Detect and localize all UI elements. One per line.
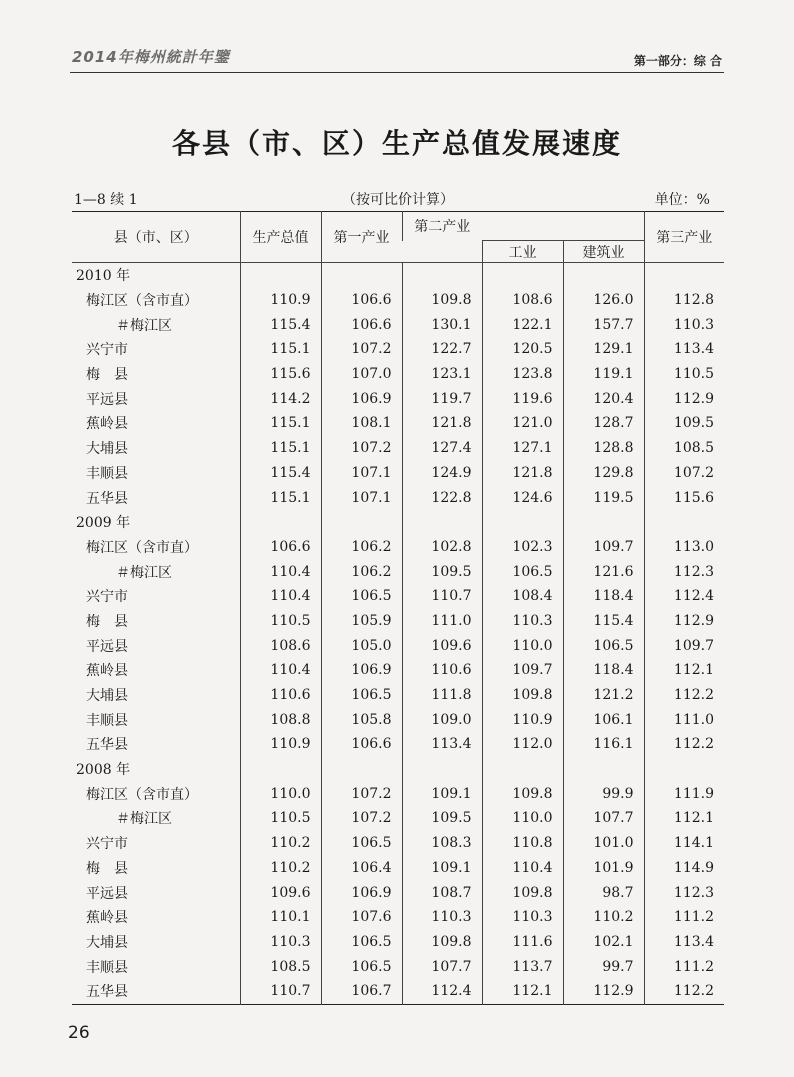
value-cell: 106.9 [321, 880, 402, 905]
value-cell: 115.1 [240, 485, 321, 510]
value-cell: 129.1 [563, 337, 644, 362]
value-cell: 106.6 [321, 312, 402, 337]
value-cell: 106.1 [563, 707, 644, 732]
value-cell: 108.8 [240, 707, 321, 732]
value-cell: 114.1 [644, 831, 724, 856]
growth-table [72, 211, 724, 1005]
value-cell: 112.4 [644, 584, 724, 609]
county-name: 大埔县 [86, 934, 128, 951]
value-cell: 115.4 [240, 461, 321, 486]
value-cell: 119.5 [563, 485, 644, 510]
value-cell: 110.3 [482, 609, 563, 634]
value-cell: 110.2 [240, 831, 321, 856]
value-cell: 115.4 [240, 312, 321, 337]
table-row [72, 312, 724, 337]
value-cell: 112.3 [644, 559, 724, 584]
value-cell: 106.6 [240, 535, 321, 560]
value-cell: 110.5 [240, 806, 321, 831]
value-cell: 99.9 [563, 781, 644, 806]
county-name: ＃梅江区 [116, 317, 172, 334]
value-cell: 101.0 [563, 831, 644, 856]
value-cell: 107.2 [644, 461, 724, 486]
value-cell: 115.1 [240, 436, 321, 461]
value-cell: 123.1 [402, 362, 482, 387]
value-cell: 114.2 [240, 386, 321, 411]
table-row [72, 954, 724, 979]
county-name: 五华县 [86, 490, 128, 507]
county-name: ＃梅江区 [116, 564, 172, 581]
empty-cell [402, 510, 482, 535]
value-cell: 121.6 [563, 559, 644, 584]
value-cell: 102.8 [402, 535, 482, 560]
value-cell: 120.4 [563, 386, 644, 411]
value-cell: 113.4 [644, 337, 724, 362]
table-row [72, 781, 724, 806]
value-cell: 130.1 [402, 312, 482, 337]
table-row [72, 288, 724, 313]
value-cell: 110.7 [402, 584, 482, 609]
empty-cell [644, 510, 724, 535]
table-row [72, 436, 724, 461]
county-name: 五华县 [86, 984, 128, 1001]
value-cell: 111.0 [644, 707, 724, 732]
value-cell: 110.0 [482, 633, 563, 658]
table-row [72, 461, 724, 486]
value-cell: 106.2 [321, 535, 402, 560]
table-row [72, 609, 724, 634]
table-row [72, 806, 724, 831]
value-cell: 106.5 [321, 683, 402, 708]
value-cell: 110.3 [644, 312, 724, 337]
table-row [72, 880, 724, 905]
value-cell: 107.6 [321, 905, 402, 930]
page-number: 26 [68, 1023, 90, 1043]
value-cell: 119.6 [482, 386, 563, 411]
county-name: 兴宁市 [86, 589, 128, 606]
value-cell: 112.2 [644, 683, 724, 708]
value-cell: 109.5 [402, 806, 482, 831]
value-cell: 110.0 [482, 806, 563, 831]
county-name: 丰顺县 [86, 465, 128, 482]
empty-cell [563, 510, 644, 535]
year-row [72, 757, 724, 782]
value-cell: 110.9 [240, 732, 321, 757]
value-cell: 118.4 [563, 584, 644, 609]
value-cell: 128.8 [563, 436, 644, 461]
value-cell: 129.8 [563, 461, 644, 486]
value-cell: 109.7 [482, 658, 563, 683]
value-cell: 110.7 [240, 979, 321, 1004]
value-cell: 110.4 [240, 559, 321, 584]
col-header-primary: 第一产业 [321, 212, 402, 263]
col-header-tertiary: 第三产业 [644, 212, 724, 263]
value-cell: 115.6 [240, 362, 321, 387]
value-cell: 119.1 [563, 362, 644, 387]
value-cell: 112.4 [402, 979, 482, 1004]
empty-cell [563, 757, 644, 782]
value-cell: 109.7 [644, 633, 724, 658]
empty-cell [563, 263, 644, 288]
empty-cell [321, 757, 402, 782]
table-row [72, 683, 724, 708]
value-cell: 105.8 [321, 707, 402, 732]
county-name: 平远县 [86, 391, 128, 408]
empty-cell [240, 757, 321, 782]
value-cell: 110.4 [482, 856, 563, 881]
value-cell: 109.5 [644, 411, 724, 436]
table-body [72, 263, 724, 1005]
value-cell: 109.1 [402, 856, 482, 881]
value-cell: 112.1 [644, 806, 724, 831]
value-cell: 111.9 [644, 781, 724, 806]
value-cell: 112.2 [644, 979, 724, 1004]
empty-cell [321, 510, 402, 535]
table-row [72, 559, 724, 584]
value-cell: 114.9 [644, 856, 724, 881]
value-cell: 109.1 [402, 781, 482, 806]
county-name: 梅江区（含市直） [86, 539, 198, 556]
value-cell: 102.3 [482, 535, 563, 560]
value-cell: 101.9 [563, 856, 644, 881]
value-cell: 112.1 [644, 658, 724, 683]
value-cell: 108.6 [240, 633, 321, 658]
value-cell: 124.6 [482, 485, 563, 510]
value-cell: 108.1 [321, 411, 402, 436]
value-cell: 107.2 [321, 337, 402, 362]
county-name: 梅江区（含市直） [86, 786, 198, 803]
empty-cell [482, 510, 563, 535]
value-cell: 115.1 [240, 337, 321, 362]
value-cell: 127.1 [482, 436, 563, 461]
value-cell: 123.8 [482, 362, 563, 387]
county-name: 平远县 [86, 885, 128, 902]
value-cell: 110.2 [240, 856, 321, 881]
value-cell: 109.5 [402, 559, 482, 584]
value-cell: 112.8 [644, 288, 724, 313]
value-cell: 115.4 [563, 609, 644, 634]
value-cell: 107.1 [321, 461, 402, 486]
empty-cell [482, 757, 563, 782]
value-cell: 108.4 [482, 584, 563, 609]
col-header-county: 县（市、区） [72, 212, 240, 263]
value-cell: 110.3 [402, 905, 482, 930]
value-cell: 107.2 [321, 436, 402, 461]
value-cell: 110.0 [240, 781, 321, 806]
value-cell: 112.9 [563, 979, 644, 1004]
value-cell: 157.7 [563, 312, 644, 337]
value-cell: 106.5 [321, 584, 402, 609]
table-row [72, 386, 724, 411]
value-cell: 112.1 [482, 979, 563, 1004]
county-name: 大埔县 [86, 441, 128, 458]
value-cell: 108.5 [240, 954, 321, 979]
county-name: 五华县 [86, 737, 128, 754]
col-header-secondary-split [482, 212, 644, 241]
year-label: 2010 年 [76, 268, 131, 285]
value-cell: 107.2 [321, 806, 402, 831]
year-label: 2009 年 [76, 515, 131, 532]
county-name: 大埔县 [86, 688, 128, 705]
table-row [72, 856, 724, 881]
value-cell: 106.2 [321, 559, 402, 584]
value-cell: 113.4 [644, 930, 724, 955]
value-cell: 127.4 [402, 436, 482, 461]
page-title: 各县（市、区）生产总值发展速度 [171, 127, 622, 160]
value-cell: 106.5 [563, 633, 644, 658]
value-cell: 111.2 [644, 954, 724, 979]
county-name: 平远县 [86, 638, 128, 655]
empty-cell [644, 263, 724, 288]
county-name: 蕉岭县 [86, 663, 128, 680]
county-name: 兴宁市 [86, 342, 128, 359]
value-cell: 109.0 [402, 707, 482, 732]
value-cell: 110.1 [240, 905, 321, 930]
value-cell: 110.3 [240, 930, 321, 955]
value-cell: 119.7 [402, 386, 482, 411]
value-cell: 126.0 [563, 288, 644, 313]
value-cell: 108.3 [402, 831, 482, 856]
value-cell: 105.0 [321, 633, 402, 658]
page-header [70, 46, 724, 73]
empty-cell [321, 263, 402, 288]
value-cell: 109.8 [482, 683, 563, 708]
value-cell: 98.7 [563, 880, 644, 905]
empty-cell [402, 757, 482, 782]
value-cell: 106.7 [321, 979, 402, 1004]
value-cell: 110.5 [644, 362, 724, 387]
value-cell: 115.1 [240, 411, 321, 436]
table-row [72, 337, 724, 362]
value-cell: 112.3 [644, 880, 724, 905]
year-row [72, 510, 724, 535]
value-cell: 112.2 [644, 732, 724, 757]
table-row [72, 732, 724, 757]
table-row [72, 658, 724, 683]
value-cell: 111.2 [644, 905, 724, 930]
table-row [72, 411, 724, 436]
value-cell: 109.6 [240, 880, 321, 905]
county-name: 蕉岭县 [86, 910, 128, 927]
value-cell: 109.8 [482, 781, 563, 806]
col-header-construction: 建筑业 [563, 241, 644, 263]
value-cell: 107.0 [321, 362, 402, 387]
value-cell: 108.5 [644, 436, 724, 461]
value-cell: 115.6 [644, 485, 724, 510]
value-cell: 107.7 [402, 954, 482, 979]
county-name: 兴宁市 [86, 836, 128, 853]
table-row [72, 633, 724, 658]
value-cell: 99.7 [563, 954, 644, 979]
value-cell: 107.2 [321, 781, 402, 806]
value-cell: 121.2 [563, 683, 644, 708]
table-id: 1—8 续 1 [74, 192, 138, 208]
value-cell: 106.6 [321, 288, 402, 313]
table-row [72, 979, 724, 1004]
value-cell: 124.9 [402, 461, 482, 486]
table-row [72, 584, 724, 609]
value-cell: 106.9 [321, 658, 402, 683]
value-cell: 106.5 [321, 930, 402, 955]
empty-cell [240, 510, 321, 535]
value-cell: 106.9 [321, 386, 402, 411]
value-cell: 106.5 [482, 559, 563, 584]
empty-cell [240, 263, 321, 288]
value-cell: 111.6 [482, 930, 563, 955]
value-cell: 113.7 [482, 954, 563, 979]
col-header-secondary: 第二产业 [402, 212, 482, 241]
table-row [72, 905, 724, 930]
value-cell: 118.4 [563, 658, 644, 683]
value-cell: 110.6 [240, 683, 321, 708]
unit-label: 单位：% [654, 192, 710, 208]
value-cell: 121.8 [402, 411, 482, 436]
value-cell: 111.0 [402, 609, 482, 634]
empty-cell [482, 263, 563, 288]
value-cell: 121.0 [482, 411, 563, 436]
value-cell: 109.8 [402, 288, 482, 313]
table-row [72, 485, 724, 510]
value-cell: 110.4 [240, 584, 321, 609]
value-cell: 112.9 [644, 386, 724, 411]
value-cell: 108.7 [402, 880, 482, 905]
county-name: 梅 县 [86, 860, 128, 877]
table-row [72, 535, 724, 560]
value-cell: 108.6 [482, 288, 563, 313]
county-name: 丰顺县 [86, 712, 128, 729]
table-row [72, 930, 724, 955]
value-cell: 112.0 [482, 732, 563, 757]
col-header-secondary-blank [402, 241, 482, 263]
value-cell: 110.9 [240, 288, 321, 313]
table-row [72, 707, 724, 732]
value-cell: 107.7 [563, 806, 644, 831]
value-cell: 113.0 [644, 535, 724, 560]
value-cell: 120.5 [482, 337, 563, 362]
table-note: （按可比价计算） [342, 192, 454, 208]
value-cell: 110.2 [563, 905, 644, 930]
county-name: 梅 县 [86, 367, 128, 384]
table-row [72, 362, 724, 387]
value-cell: 102.1 [563, 930, 644, 955]
county-name: 蕉岭县 [86, 416, 128, 433]
table-meta [72, 189, 724, 209]
county-name: 梅 县 [86, 613, 128, 630]
county-name: ＃梅江区 [116, 811, 172, 828]
value-cell: 109.6 [402, 633, 482, 658]
value-cell: 110.3 [482, 905, 563, 930]
value-cell: 116.1 [563, 732, 644, 757]
value-cell: 112.9 [644, 609, 724, 634]
value-cell: 106.5 [321, 954, 402, 979]
year-label: 2008 年 [76, 762, 131, 779]
section-label: 第一部分：综 合 [633, 54, 722, 68]
year-row [72, 263, 724, 288]
county-name: 丰顺县 [86, 959, 128, 976]
value-cell: 110.6 [402, 658, 482, 683]
value-cell: 122.7 [402, 337, 482, 362]
value-cell: 111.8 [402, 683, 482, 708]
value-cell: 122.1 [482, 312, 563, 337]
value-cell: 109.8 [482, 880, 563, 905]
value-cell: 122.8 [402, 485, 482, 510]
value-cell: 128.7 [563, 411, 644, 436]
value-cell: 107.1 [321, 485, 402, 510]
empty-cell [402, 263, 482, 288]
value-cell: 113.4 [402, 732, 482, 757]
value-cell: 110.5 [240, 609, 321, 634]
value-cell: 109.7 [563, 535, 644, 560]
value-cell: 106.4 [321, 856, 402, 881]
value-cell: 110.4 [240, 658, 321, 683]
empty-cell [644, 757, 724, 782]
value-cell: 106.6 [321, 732, 402, 757]
value-cell: 109.8 [402, 930, 482, 955]
county-name: 梅江区（含市直） [86, 293, 198, 310]
value-cell: 106.5 [321, 831, 402, 856]
value-cell: 110.8 [482, 831, 563, 856]
value-cell: 110.9 [482, 707, 563, 732]
value-cell: 105.9 [321, 609, 402, 634]
yearbook-title: 2014年梅州統計年鑒 [72, 48, 230, 66]
table-row [72, 831, 724, 856]
col-header-gdp: 生产总值 [240, 212, 321, 263]
value-cell: 121.8 [482, 461, 563, 486]
col-header-industry: 工业 [482, 241, 563, 263]
